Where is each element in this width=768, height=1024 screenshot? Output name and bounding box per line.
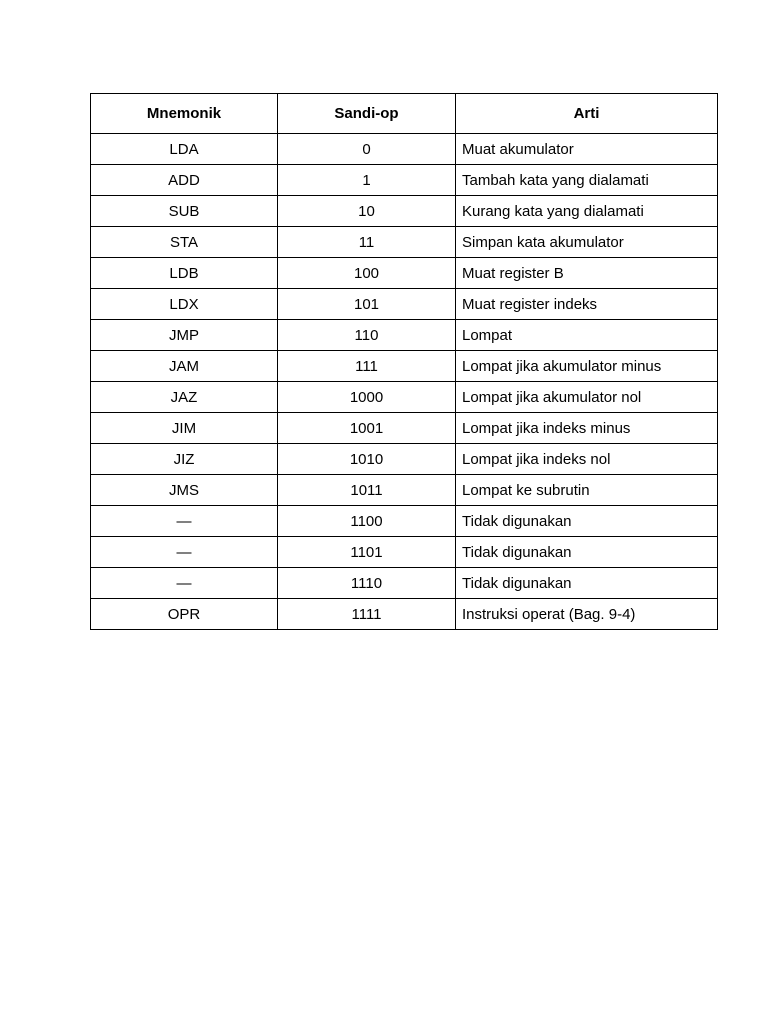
cell-opcode: 110 xyxy=(278,320,456,351)
cell-mnemonic: JIM xyxy=(91,413,278,444)
table-row xyxy=(91,568,718,599)
cell-meaning: Tidak digunakan xyxy=(456,568,718,599)
table-row xyxy=(91,413,718,444)
cell-mnemonic: — xyxy=(91,506,278,537)
header-mnemonic: Mnemonik xyxy=(91,94,278,134)
table-row xyxy=(91,506,718,537)
cell-opcode: 101 xyxy=(278,289,456,320)
cell-meaning: Lompat jika indeks nol xyxy=(456,444,718,475)
table-row xyxy=(91,320,718,351)
cell-meaning: Simpan kata akumulator xyxy=(456,227,718,258)
cell-opcode: 111 xyxy=(278,351,456,382)
cell-opcode: 1111 xyxy=(278,599,456,630)
cell-mnemonic: STA xyxy=(91,227,278,258)
cell-meaning: Lompat ke subrutin xyxy=(456,475,718,506)
cell-opcode: 1000 xyxy=(278,382,456,413)
cell-opcode: 1100 xyxy=(278,506,456,537)
cell-mnemonic: JIZ xyxy=(91,444,278,475)
cell-meaning: Lompat xyxy=(456,320,718,351)
table-header-row xyxy=(91,94,718,134)
cell-mnemonic: SUB xyxy=(91,196,278,227)
cell-opcode: 1 xyxy=(278,165,456,196)
cell-mnemonic: JMS xyxy=(91,475,278,506)
table-row xyxy=(91,351,718,382)
cell-mnemonic: LDX xyxy=(91,289,278,320)
table-row xyxy=(91,289,718,320)
cell-mnemonic: ADD xyxy=(91,165,278,196)
table-row xyxy=(91,196,718,227)
table-row xyxy=(91,227,718,258)
cell-opcode: 10 xyxy=(278,196,456,227)
table-row xyxy=(91,537,718,568)
table-row xyxy=(91,134,718,165)
table-row xyxy=(91,475,718,506)
cell-mnemonic: JAM xyxy=(91,351,278,382)
cell-mnemonic: LDA xyxy=(91,134,278,165)
cell-opcode: 100 xyxy=(278,258,456,289)
table-row xyxy=(91,165,718,196)
cell-meaning: Instruksi operat (Bag. 9-4) xyxy=(456,599,718,630)
table-body xyxy=(91,134,718,630)
cell-opcode: 1010 xyxy=(278,444,456,475)
cell-meaning: Kurang kata yang dialamati xyxy=(456,196,718,227)
cell-meaning: Lompat jika indeks minus xyxy=(456,413,718,444)
cell-mnemonic: LDB xyxy=(91,258,278,289)
cell-opcode: 11 xyxy=(278,227,456,258)
cell-meaning: Tidak digunakan xyxy=(456,506,718,537)
table-row xyxy=(91,599,718,630)
cell-meaning: Muat register indeks xyxy=(456,289,718,320)
opcode-table xyxy=(90,93,718,630)
cell-opcode: 0 xyxy=(278,134,456,165)
cell-mnemonic: — xyxy=(91,568,278,599)
cell-opcode: 1101 xyxy=(278,537,456,568)
cell-mnemonic: JMP xyxy=(91,320,278,351)
cell-meaning: Lompat jika akumulator nol xyxy=(456,382,718,413)
cell-meaning: Lompat jika akumulator minus xyxy=(456,351,718,382)
cell-meaning: Muat register B xyxy=(456,258,718,289)
cell-meaning: Tambah kata yang dialamati xyxy=(456,165,718,196)
cell-mnemonic: — xyxy=(91,537,278,568)
cell-opcode: 1110 xyxy=(278,568,456,599)
cell-mnemonic: OPR xyxy=(91,599,278,630)
table-row xyxy=(91,258,718,289)
cell-opcode: 1001 xyxy=(278,413,456,444)
table-row xyxy=(91,444,718,475)
cell-meaning: Tidak digunakan xyxy=(456,537,718,568)
cell-meaning: Muat akumulator xyxy=(456,134,718,165)
table-header xyxy=(91,94,718,134)
header-meaning: Arti xyxy=(456,94,718,134)
table-row xyxy=(91,382,718,413)
cell-opcode: 1011 xyxy=(278,475,456,506)
cell-mnemonic: JAZ xyxy=(91,382,278,413)
header-opcode: Sandi-op xyxy=(278,94,456,134)
